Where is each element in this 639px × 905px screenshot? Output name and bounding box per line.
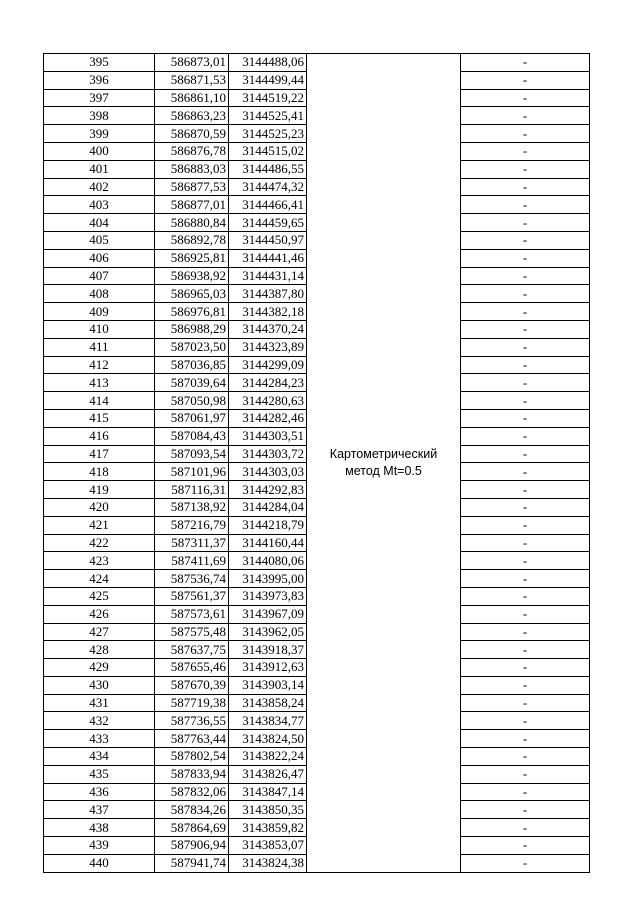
x-coordinate-cell: 587561,37 (155, 587, 229, 605)
point-number-cell: 426 (44, 605, 155, 623)
x-coordinate-cell: 586876,78 (155, 142, 229, 160)
point-number-cell: 402 (44, 178, 155, 196)
dash-cell: - (461, 214, 590, 232)
x-coordinate-cell: 587941,74 (155, 854, 229, 872)
x-coordinate-cell: 587061,97 (155, 409, 229, 427)
x-coordinate-cell: 586880,84 (155, 214, 229, 232)
y-coordinate-cell: 3144387,80 (229, 285, 307, 303)
point-number-cell: 397 (44, 89, 155, 107)
dash-cell: - (461, 587, 590, 605)
dash-cell: - (461, 54, 590, 72)
point-number-cell: 432 (44, 712, 155, 730)
dash-cell: - (461, 320, 590, 338)
point-number-cell: 421 (44, 516, 155, 534)
point-number-cell: 428 (44, 641, 155, 659)
point-number-cell: 439 (44, 837, 155, 855)
y-coordinate-cell: 3144450,97 (229, 231, 307, 249)
x-coordinate-cell: 586976,81 (155, 303, 229, 321)
dash-cell: - (461, 107, 590, 125)
x-coordinate-cell: 587575,48 (155, 623, 229, 641)
dash-cell: - (461, 837, 590, 855)
x-coordinate-cell: 586892,78 (155, 231, 229, 249)
x-coordinate-cell: 587655,46 (155, 659, 229, 677)
x-coordinate-cell: 587050,98 (155, 392, 229, 410)
method-line-1: Картометрический (329, 446, 438, 461)
x-coordinate-cell: 587573,61 (155, 605, 229, 623)
point-number-cell: 429 (44, 659, 155, 677)
dash-cell: - (461, 819, 590, 837)
dash-cell: - (461, 765, 590, 783)
y-coordinate-cell: 3143834,77 (229, 712, 307, 730)
y-coordinate-cell: 3144218,79 (229, 516, 307, 534)
x-coordinate-cell: 587833,94 (155, 765, 229, 783)
x-coordinate-cell: 586871,53 (155, 71, 229, 89)
y-coordinate-cell: 3144466,41 (229, 196, 307, 214)
dash-cell: - (461, 481, 590, 499)
dash-cell: - (461, 427, 590, 445)
dash-cell: - (461, 570, 590, 588)
y-coordinate-cell: 3144080,06 (229, 552, 307, 570)
y-coordinate-cell: 3144525,41 (229, 107, 307, 125)
dash-cell: - (461, 534, 590, 552)
y-coordinate-cell: 3143858,24 (229, 694, 307, 712)
dash-cell: - (461, 676, 590, 694)
x-coordinate-cell: 587864,69 (155, 819, 229, 837)
y-coordinate-cell: 3143962,05 (229, 623, 307, 641)
point-number-cell: 416 (44, 427, 155, 445)
point-number-cell: 434 (44, 748, 155, 766)
x-coordinate-cell: 587834,26 (155, 801, 229, 819)
x-coordinate-cell: 587906,94 (155, 837, 229, 855)
x-coordinate-cell: 587138,92 (155, 498, 229, 516)
y-coordinate-cell: 3143850,35 (229, 801, 307, 819)
x-coordinate-cell: 586877,53 (155, 178, 229, 196)
dash-cell: - (461, 605, 590, 623)
dash-cell: - (461, 338, 590, 356)
dash-cell: - (461, 748, 590, 766)
y-coordinate-cell: 3143826,47 (229, 765, 307, 783)
x-coordinate-cell: 587036,85 (155, 356, 229, 374)
dash-cell: - (461, 267, 590, 285)
x-coordinate-cell: 586861,10 (155, 89, 229, 107)
dash-cell: - (461, 854, 590, 872)
y-coordinate-cell: 3144303,51 (229, 427, 307, 445)
x-coordinate-cell: 586965,03 (155, 285, 229, 303)
point-number-cell: 417 (44, 445, 155, 463)
table-row (44, 54, 590, 72)
x-coordinate-cell: 586938,92 (155, 267, 229, 285)
point-number-cell: 412 (44, 356, 155, 374)
point-number-cell: 403 (44, 196, 155, 214)
point-number-cell: 425 (44, 587, 155, 605)
dash-cell: - (461, 623, 590, 641)
method-cell (307, 54, 461, 873)
y-coordinate-cell: 3144323,89 (229, 338, 307, 356)
dash-cell: - (461, 178, 590, 196)
point-number-cell: 438 (44, 819, 155, 837)
dash-cell: - (461, 249, 590, 267)
x-coordinate-cell: 586873,01 (155, 54, 229, 72)
point-number-cell: 431 (44, 694, 155, 712)
y-coordinate-cell: 3144292,83 (229, 481, 307, 499)
y-coordinate-cell: 3144441,46 (229, 249, 307, 267)
point-number-cell: 408 (44, 285, 155, 303)
x-coordinate-cell: 587637,75 (155, 641, 229, 659)
y-coordinate-cell: 3143859,82 (229, 819, 307, 837)
point-number-cell: 401 (44, 160, 155, 178)
point-number-cell: 423 (44, 552, 155, 570)
y-coordinate-cell: 3144459,65 (229, 214, 307, 232)
y-coordinate-cell: 3143995,00 (229, 570, 307, 588)
point-number-cell: 419 (44, 481, 155, 499)
x-coordinate-cell: 586925,81 (155, 249, 229, 267)
dash-cell: - (461, 552, 590, 570)
y-coordinate-cell: 3144525,23 (229, 125, 307, 143)
dash-cell: - (461, 659, 590, 677)
x-coordinate-cell: 587670,39 (155, 676, 229, 694)
x-coordinate-cell: 586877,01 (155, 196, 229, 214)
y-coordinate-cell: 3143912,63 (229, 659, 307, 677)
point-number-cell: 407 (44, 267, 155, 285)
x-coordinate-cell: 586870,59 (155, 125, 229, 143)
dash-cell: - (461, 730, 590, 748)
y-coordinate-cell: 3144280,63 (229, 392, 307, 410)
point-number-cell: 414 (44, 392, 155, 410)
x-coordinate-cell: 587084,43 (155, 427, 229, 445)
point-number-cell: 396 (44, 71, 155, 89)
x-coordinate-cell: 587101,96 (155, 463, 229, 481)
x-coordinate-cell: 587719,38 (155, 694, 229, 712)
y-coordinate-cell: 3144299,09 (229, 356, 307, 374)
y-coordinate-cell: 3144431,14 (229, 267, 307, 285)
x-coordinate-cell: 587093,54 (155, 445, 229, 463)
y-coordinate-cell: 3144519,22 (229, 89, 307, 107)
x-coordinate-cell: 586883,03 (155, 160, 229, 178)
point-number-cell: 400 (44, 142, 155, 160)
dash-cell: - (461, 801, 590, 819)
point-number-cell: 415 (44, 409, 155, 427)
point-number-cell: 399 (44, 125, 155, 143)
point-number-cell: 433 (44, 730, 155, 748)
point-number-cell: 435 (44, 765, 155, 783)
dash-cell: - (461, 445, 590, 463)
y-coordinate-cell: 3144486,55 (229, 160, 307, 178)
point-number-cell: 437 (44, 801, 155, 819)
x-coordinate-cell: 587411,69 (155, 552, 229, 570)
y-coordinate-cell: 3143967,09 (229, 605, 307, 623)
dash-cell: - (461, 71, 590, 89)
point-number-cell: 410 (44, 320, 155, 338)
dash-cell: - (461, 641, 590, 659)
point-number-cell: 395 (44, 54, 155, 72)
y-coordinate-cell: 3143824,38 (229, 854, 307, 872)
dash-cell: - (461, 125, 590, 143)
y-coordinate-cell: 3144382,18 (229, 303, 307, 321)
coordinates-table (43, 53, 590, 873)
dash-cell: - (461, 516, 590, 534)
dash-cell: - (461, 303, 590, 321)
x-coordinate-cell: 586988,29 (155, 320, 229, 338)
point-number-cell: 440 (44, 854, 155, 872)
y-coordinate-cell: 3144284,23 (229, 374, 307, 392)
point-number-cell: 427 (44, 623, 155, 641)
dash-cell: - (461, 374, 590, 392)
x-coordinate-cell: 587832,06 (155, 783, 229, 801)
y-coordinate-cell: 3144282,46 (229, 409, 307, 427)
dash-cell: - (461, 160, 590, 178)
y-coordinate-cell: 3143903,14 (229, 676, 307, 694)
x-coordinate-cell: 587311,37 (155, 534, 229, 552)
point-number-cell: 398 (44, 107, 155, 125)
y-coordinate-cell: 3143918,37 (229, 641, 307, 659)
point-number-cell: 406 (44, 249, 155, 267)
point-number-cell: 430 (44, 676, 155, 694)
dash-cell: - (461, 712, 590, 730)
y-coordinate-cell: 3143824,50 (229, 730, 307, 748)
point-number-cell: 422 (44, 534, 155, 552)
table-body (44, 54, 590, 873)
x-coordinate-cell: 587736,55 (155, 712, 229, 730)
point-number-cell: 411 (44, 338, 155, 356)
dash-cell: - (461, 694, 590, 712)
point-number-cell: 405 (44, 231, 155, 249)
dash-cell: - (461, 409, 590, 427)
x-coordinate-cell: 587216,79 (155, 516, 229, 534)
y-coordinate-cell: 3144284,04 (229, 498, 307, 516)
dash-cell: - (461, 392, 590, 410)
y-coordinate-cell: 3144160,44 (229, 534, 307, 552)
x-coordinate-cell: 587763,44 (155, 730, 229, 748)
dash-cell: - (461, 783, 590, 801)
x-coordinate-cell: 587039,64 (155, 374, 229, 392)
point-number-cell: 420 (44, 498, 155, 516)
dash-cell: - (461, 231, 590, 249)
method-line-2: метод Mt=0.5 (345, 463, 422, 478)
point-number-cell: 404 (44, 214, 155, 232)
dash-cell: - (461, 356, 590, 374)
x-coordinate-cell: 587023,50 (155, 338, 229, 356)
x-coordinate-cell: 586863,23 (155, 107, 229, 125)
dash-cell: - (461, 498, 590, 516)
y-coordinate-cell: 3143853,07 (229, 837, 307, 855)
point-number-cell: 436 (44, 783, 155, 801)
x-coordinate-cell: 587536,74 (155, 570, 229, 588)
y-coordinate-cell: 3144303,72 (229, 445, 307, 463)
x-coordinate-cell: 587116,31 (155, 481, 229, 499)
dash-cell: - (461, 285, 590, 303)
y-coordinate-cell: 3144474,32 (229, 178, 307, 196)
y-coordinate-cell: 3143847,14 (229, 783, 307, 801)
dash-cell: - (461, 142, 590, 160)
dash-cell: - (461, 463, 590, 481)
point-number-cell: 409 (44, 303, 155, 321)
point-number-cell: 424 (44, 570, 155, 588)
x-coordinate-cell: 587802,54 (155, 748, 229, 766)
y-coordinate-cell: 3143973,83 (229, 587, 307, 605)
point-number-cell: 413 (44, 374, 155, 392)
y-coordinate-cell: 3144303,03 (229, 463, 307, 481)
dash-cell: - (461, 89, 590, 107)
y-coordinate-cell: 3144370,24 (229, 320, 307, 338)
dash-cell: - (461, 196, 590, 214)
point-number-cell: 418 (44, 463, 155, 481)
y-coordinate-cell: 3144488,06 (229, 54, 307, 72)
y-coordinate-cell: 3143822,24 (229, 748, 307, 766)
y-coordinate-cell: 3144499,44 (229, 71, 307, 89)
y-coordinate-cell: 3144515,02 (229, 142, 307, 160)
